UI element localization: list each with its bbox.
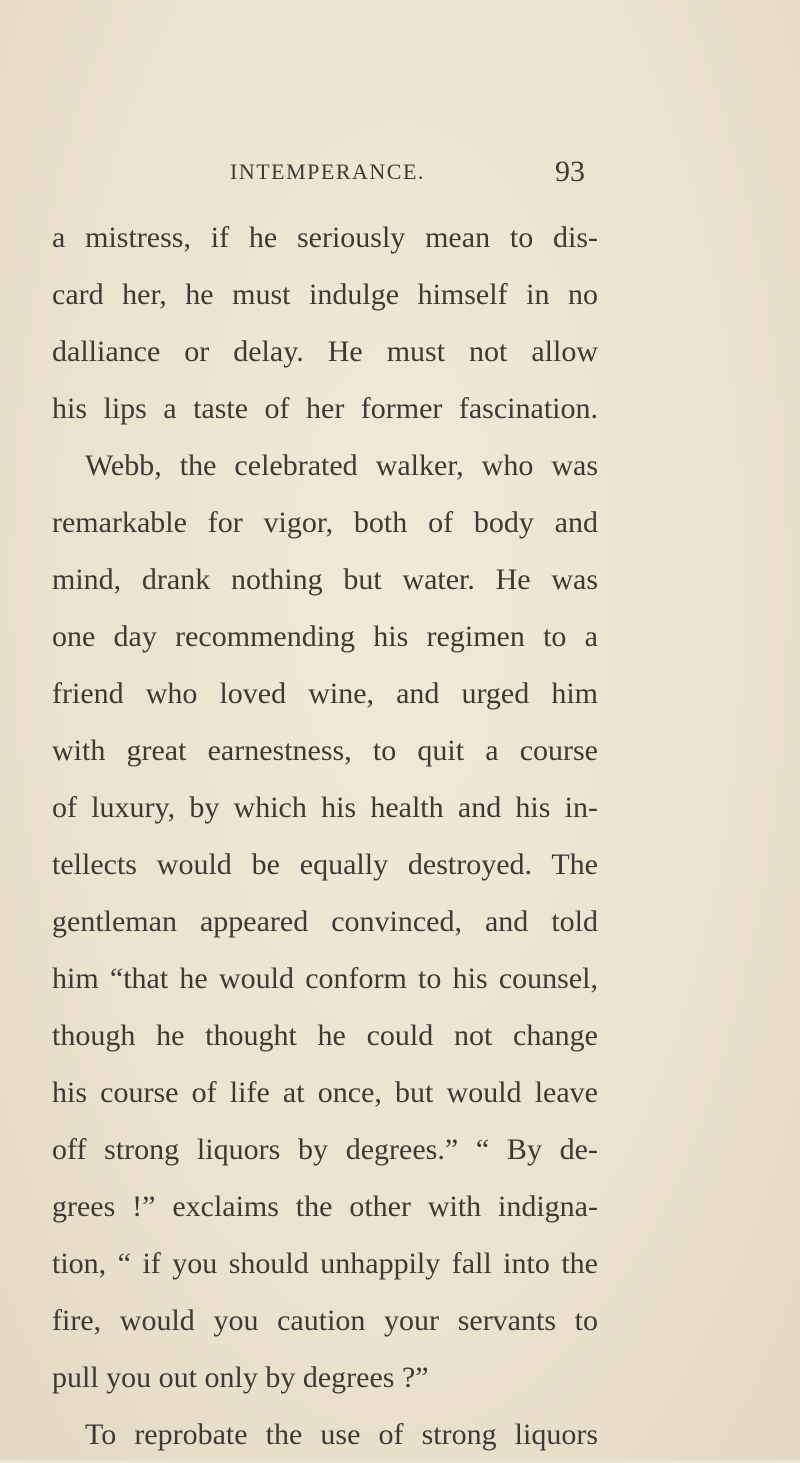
running-head xyxy=(0,155,800,195)
text-line: tellects would be equally destroyed. The xyxy=(52,848,598,881)
running-head-title: INTEMPERANCE. xyxy=(230,159,425,184)
text-line: one day recommending his regimen to a xyxy=(52,620,598,653)
text-line: pull you out only by degrees ?” xyxy=(52,1361,429,1394)
text-line: his lips a taste of her former fascination. xyxy=(52,392,598,425)
page-number: 93 xyxy=(555,155,585,188)
text-line: grees !” exclaims the other with indigna- xyxy=(52,1190,598,1223)
text-line: though he thought he could not change xyxy=(52,1019,598,1052)
text-line: Webb, the celebrated walker, who was xyxy=(85,449,598,482)
text-line: him “that he would conform to his counsel, xyxy=(52,962,598,995)
text-line: a mistress, if he seriously mean to dis- xyxy=(52,221,598,254)
text-line: gentleman appeared convinced, and told xyxy=(52,905,598,938)
text-line: with great earnestness, to quit a course xyxy=(52,734,598,767)
text-line: dalliance or delay. He must not allow xyxy=(52,335,598,368)
text-line: friend who loved wine, and urged him xyxy=(52,677,598,710)
text-line: To reprobate the use of strong liquors xyxy=(85,1418,598,1451)
text-line: mind, drank nothing but water. He was xyxy=(52,563,598,596)
text-line: off strong liquors by degrees.” “ By de- xyxy=(52,1133,598,1166)
text-line: his course of life at once, but would leave xyxy=(52,1076,598,1109)
text-line: of luxury, by which his health and his in- xyxy=(52,791,598,824)
text-line: fire, would you caution your servants to xyxy=(52,1304,598,1337)
text-line: card her, he must indulge himself in no xyxy=(52,278,598,311)
text-line: tion, “ if you should unhappily fall into the xyxy=(52,1247,598,1280)
text-line: remarkable for vigor, both of body and xyxy=(52,506,598,539)
